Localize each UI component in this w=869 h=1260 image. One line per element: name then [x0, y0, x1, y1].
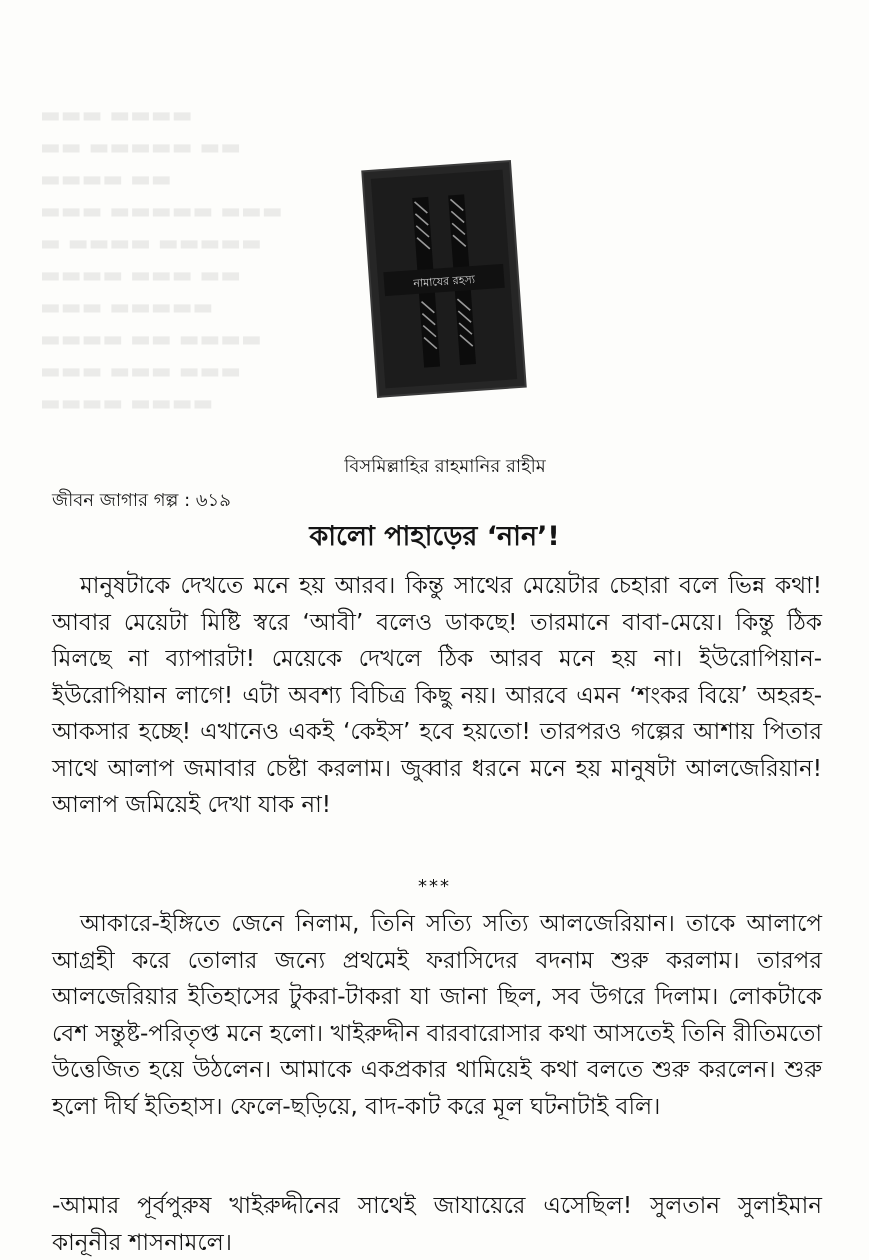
series-label: জীবন জাগার গল্প : ৬১৯ [52, 490, 231, 511]
section-separator: *** [418, 876, 451, 897]
paragraph-2: আকারে-ইঙ্গিতে জেনে নিলাম, তিনি সত্যি সত্যি আলজেরিয়ান। তাকে আলাপে আগ্রহী করে তোলার জন্যে প্রথমেই ফরাসিদের বদনাম শুরু করলাম। তারপর আলজেরিয়ার ইতিহাসের টুকরা-টাকরা যা জানা ছিল, সব উগরে দিলাম। লোকটাকে বেশ সন্তুষ্ট-পরিতৃপ্ত মনে হলো। খাইরুদ্দীন বারবারোসার কথা আসতেই তিনি রীতিমতো উত্তেজিত হয়ে উঠলেন। আমাকে একপ্রকার থামিয়েই কথা বলতে শুরু করলেন। শুরু হলো দীর্ঘ ইতিহাস। ফেলে-ছড়িয়ে, বাদ-কাট করে মূল ঘটনাটাই বলি। [52, 911, 822, 1120]
cover-title-text: নামাযের রহস্য [412, 272, 476, 291]
book-cover-image [360, 160, 528, 398]
paragraph-1: মানুষটাকে দেখতে মনে হয় আরব। কিন্তু সাথের মেয়েটার চেহারা বলে ভিন্ন কথা! আবার মেয়েটা মিষ্টি স্বরে ‘আবী’ বলেও ডাকছে! তারমানে বাবা-মেয়ে। কিন্তু ঠিক মিলছে না ব্যাপারটা! মেয়েকে দেখলে ঠিক আরব মনে হয় না। ইউরোপিয়ান-ইউরোপিয়ান লাগে! এটা অবশ্য বিচিত্র কিছু নয়। আরবে এমন ‘শংকর বিয়ে’ অহরহ-আকসার হচ্ছে! এখানেও একই ‘কেইস’ হবে হয়তো! তারপরও গল্পের আশায় পিতার সাথে আলাপ জমাবার চেষ্টা করলাম। জুব্বার ধরনে মনে হয় মানুষটা আলজেরিয়ান! আলাপ জমিয়েই দেখা যাক না! [52, 573, 822, 818]
paragraph-3: -আমার পূর্বপুরুষ খাইরুদ্দীনের সাথেই জাযায়েরে এসেছিল! সুলতান সুলাইমান কানূনীর শাসনামলে। [52, 1193, 822, 1256]
story-title: কালো পাহাড়ের ‘নান’! [309, 521, 560, 552]
bismillah-line: বিসমিল্লাহির রাহমানির রাহীম [344, 456, 546, 477]
show-through-text: ▬▬▬ ▬▬▬▬ ▬▬ ▬▬▬▬▬ ▬▬ ▬▬▬▬ ▬▬ ▬▬▬ ▬▬▬▬▬ ▬▬▬ ▬ ▬▬▬▬ ▬▬▬▬▬ ▬▬▬▬ ▬▬▬ ▬▬ ▬▬▬ ▬▬▬▬▬ ▬▬▬▬ ▬▬ ▬▬▬▬ ▬▬▬ ▬▬▬ ▬▬▬ ▬▬▬▬ ▬▬▬▬ [40, 103, 283, 416]
